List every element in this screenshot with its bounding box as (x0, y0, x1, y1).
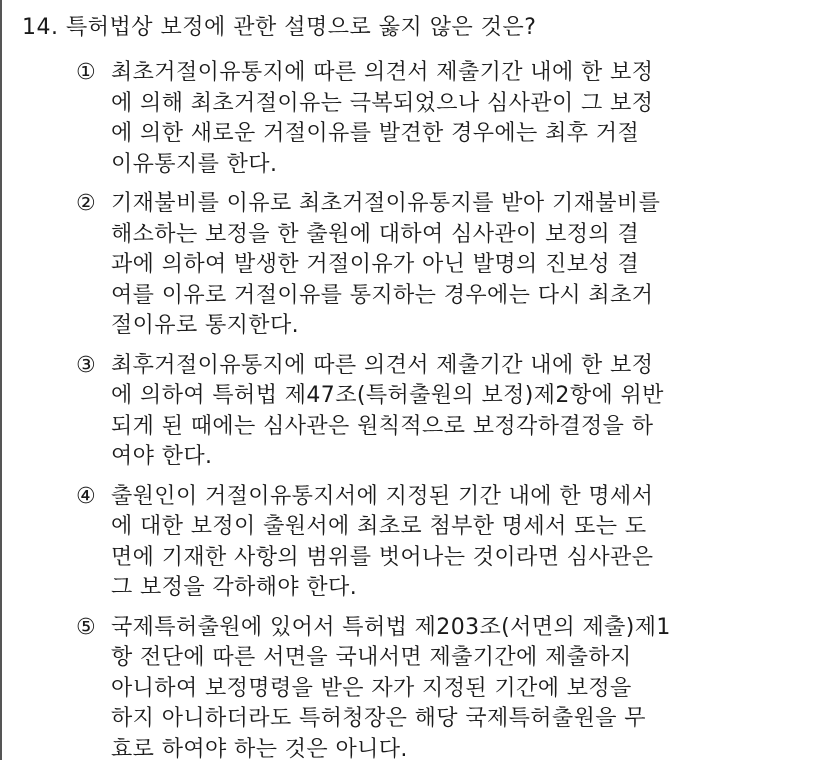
question-number: 14. (22, 15, 59, 40)
option-line: 에 의한 새로운 거절이유를 발견한 경우에는 최후 거절 (111, 121, 640, 146)
option-4[interactable] (2, 482, 826, 604)
option-marker: ④ (76, 483, 96, 509)
option-line: 과에 의하여 발생한 거절이유가 아닌 발명의 진보성 결 (111, 252, 640, 277)
option-line: 면에 기재한 사항의 범위를 벗어나는 것이라면 심사관은 (111, 544, 654, 570)
option-list (2, 58, 826, 774)
option-line: 에 의하여 특허법 제47조(특허출원의 보정)제2항에 위반 (111, 383, 664, 408)
option-line: 최후거절이유통지에 따른 의견서 제출기간 내에 한 보정 (111, 352, 654, 378)
option-line: 항 전단에 따른 서면을 국내서면 제출기간에 제출하지 (111, 645, 632, 670)
option-line: 효로 하여야 하는 것은 아니다. (111, 736, 408, 762)
question-title (22, 13, 536, 43)
option-2[interactable] (2, 189, 826, 342)
option-line: 이유통지를 한다. (111, 151, 278, 177)
option-text (111, 189, 826, 342)
option-text (111, 482, 826, 604)
option-line: 절이유로 통지한다. (111, 313, 300, 338)
option-1[interactable] (2, 58, 826, 180)
option-line: 출원인이 거절이유통지서에 지정된 기간 내에 한 명세서 (111, 483, 654, 509)
option-line: 되게 된 때에는 심사관은 원칙적으로 보정각하결정을 하 (111, 413, 654, 439)
option-line: 국제특허출원에 있어서 특허법 제203조(서면의 제출)제1 (111, 614, 671, 640)
option-line: 에 대한 보정이 출원서에 최초로 첨부한 명세서 또는 도 (111, 514, 647, 539)
option-text (111, 613, 826, 766)
option-line: 아니하여 보정명령을 받은 자가 지정된 기간에 보정을 (111, 675, 632, 701)
option-line: 해소하는 보정을 한 출원에 대하여 심사관이 보정의 결 (111, 221, 640, 247)
option-marker: ① (76, 60, 96, 85)
option-marker: ② (76, 191, 96, 216)
option-line: 여야 한다. (111, 444, 213, 469)
option-line: 하지 아니하더라도 특허청장은 해당 국제특허출원을 무 (111, 706, 646, 731)
option-text (111, 58, 826, 180)
option-line: 최초거절이유통지에 따른 의견서 제출기간 내에 한 보정 (111, 60, 654, 85)
option-text (111, 351, 826, 473)
option-marker: ⑤ (76, 614, 96, 640)
question-text: 특허법상 보정에 관한 설명으로 옳지 않은 것은? (66, 15, 537, 40)
option-5[interactable] (2, 613, 826, 766)
option-line: 에 의해 최초거절이유는 극복되었으나 심사관이 그 보정 (111, 90, 654, 116)
option-line: 그 보정을 각하해야 한다. (111, 575, 358, 600)
option-3[interactable] (2, 351, 826, 473)
option-line: 기재불비를 이유로 최초거절이유통지를 받아 기재불비를 (111, 191, 661, 216)
option-marker: ③ (76, 352, 96, 378)
option-line: 여를 이유로 거절이유를 통지하는 경우에는 다시 최초거 (111, 282, 654, 308)
